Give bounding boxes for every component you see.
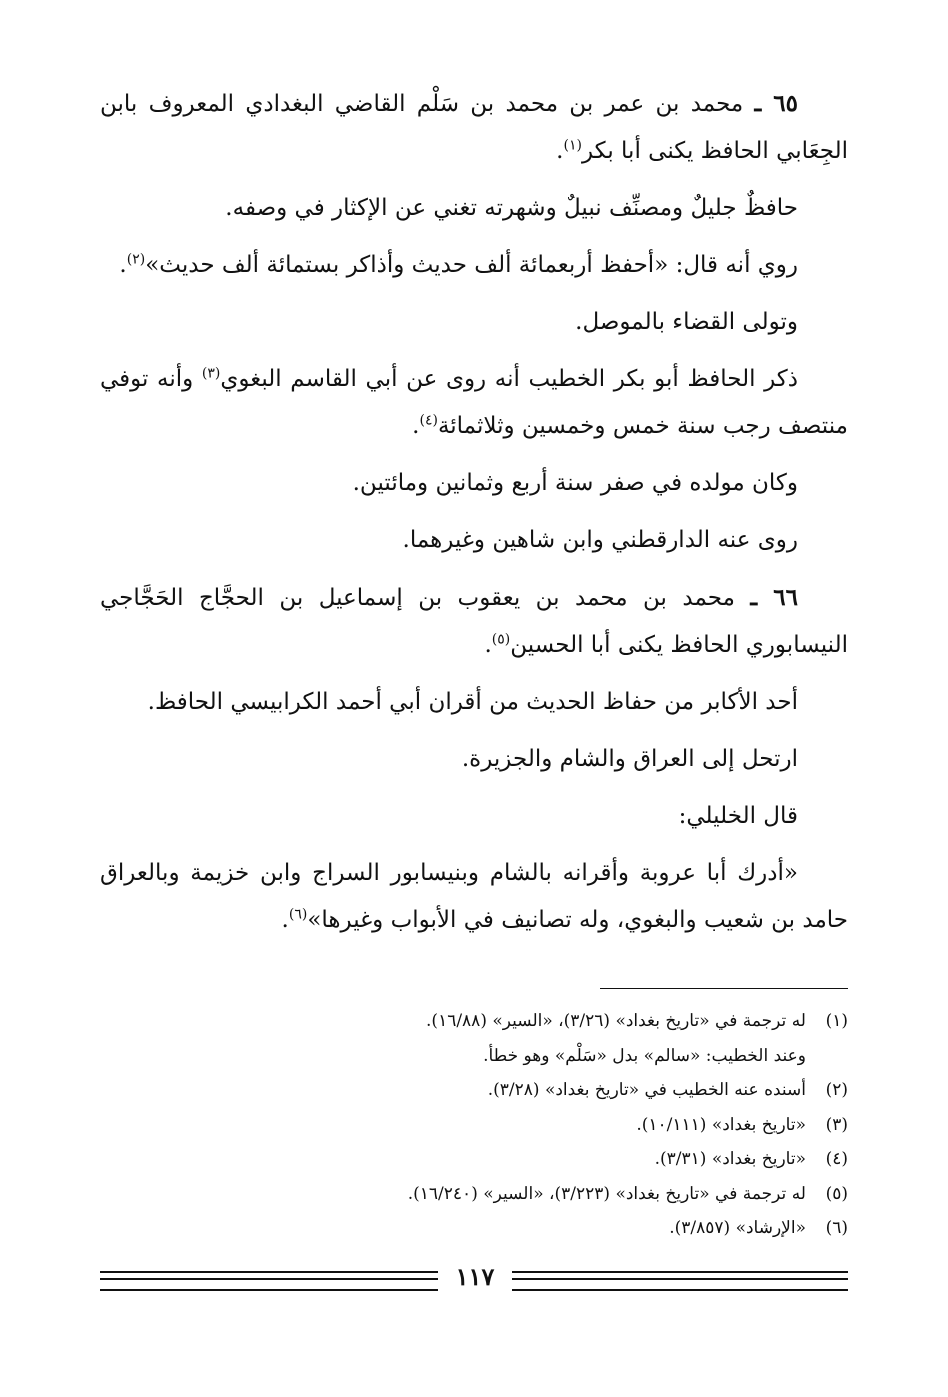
footnote-text: «تاريخ بغداد» (١٠/١١١). (636, 1114, 806, 1135)
entry-text: محمد بن محمد بن يعقوب بن إسماعيل بن الحجَّاج الحَجَّاجي النيسابوري الحافظ يكنى أبا الحسين (100, 585, 848, 658)
entry-text: محمد بن عمر بن محمد بن سَلْم القاضي البغدادي المعروف بابن الجِعَابي الحافظ يكنى أبا بكر (100, 91, 848, 164)
paragraph (100, 793, 848, 840)
page-rule-left (100, 1271, 438, 1291)
footnote-ref: (٤) (419, 412, 438, 429)
footnote-continuation: وعند الخطيب: «سالم» بدل «سَلْم» وهو خطأ. (483, 1045, 806, 1066)
footnote (100, 1177, 848, 1212)
entry-65-heading (100, 80, 848, 175)
paragraph-text: «أدرك أبا عروبة وأقرانه بالشام وبنيسابور السراج وابن خزيمة وبالعراق حامد بن شعيب والبغوي، وله تصانيف في الأبواب وغيرها» (100, 860, 848, 933)
paragraph-text: أحد الأكابر من حفاظ الحديث من أقران أبي أحمد الكرابيسي الحافظ. (147, 689, 798, 715)
paragraph-text: قال الخليلي: (678, 803, 798, 829)
paragraph-text: حافظٌ جليلٌ ومصنِّف نبيلٌ وشهرته تغني عن الإكثار في وصفه. (225, 195, 798, 221)
footnote-number: (١) (825, 1011, 848, 1031)
footnote (100, 1142, 848, 1177)
paragraph (100, 679, 848, 726)
footnote (100, 1211, 848, 1246)
punctuation: . (119, 252, 127, 278)
punctuation: . (484, 632, 492, 658)
footnote-ref: (٢) (126, 251, 146, 268)
footnote-text: أسنده عنه الخطيب في «تاريخ بغداد» (٣/٢٨). (487, 1080, 806, 1100)
main-text (100, 80, 848, 954)
punctuation: . (281, 907, 289, 933)
paragraph (100, 356, 848, 450)
paragraph-text: ارتحل إلى العراق والشام والجزيرة. (461, 746, 798, 772)
footnote (100, 1073, 848, 1108)
footnote-number: (٣) (825, 1114, 848, 1135)
paragraph-text: وتولى القضاء بالموصل. (575, 309, 798, 335)
entry-66-heading (100, 574, 848, 669)
footnote-text: له ترجمة في «تاريخ بغداد» (٣/٢٦)، «السير» (١٦/٨٨). (426, 1011, 806, 1031)
paragraph-text: روى عنه الدارقطني وابن شاهين وغيرهما. (402, 527, 798, 553)
paragraph (100, 185, 848, 232)
entry-number: ٦٦ ـ (750, 584, 798, 611)
paragraph (100, 517, 848, 564)
footnotes (100, 1004, 848, 1246)
paragraph-text: روي أنه قال: «أحفظ أربعمائة ألف حديث وأذاكر بستمائة ألف حديث» (145, 252, 798, 278)
footnote-text: له ترجمة في «تاريخ بغداد» (٣/٢٢٣)، «السير» (١٦/٢٤٠). (407, 1183, 806, 1204)
entry-number: ٦٥ ـ (754, 90, 798, 117)
paragraph-text: وأنه توفي منتصف رجب سنة خمس وخمسين وثلاثمائة (100, 366, 848, 439)
punctuation: . (412, 413, 420, 439)
page-rule-right (512, 1271, 848, 1291)
paragraph (100, 460, 848, 507)
paragraph (100, 736, 848, 783)
footnote-ref: (١) (563, 137, 582, 154)
paragraph-text: وكان مولده في صفر سنة أربع وثمانين ومائتين. (352, 470, 798, 496)
footnote-number: (٤) (825, 1149, 848, 1169)
footnote-ref: (٥) (491, 631, 511, 648)
paragraph (100, 242, 848, 289)
paragraph (100, 299, 848, 346)
footnote-number: (٢) (825, 1080, 848, 1100)
footnote-separator (600, 988, 848, 989)
footnote-text: «تاريخ بغداد» (٣/٣١). (654, 1149, 806, 1169)
footnote-ref: (٣) (201, 365, 221, 382)
quotation (100, 850, 848, 944)
footnote (100, 1004, 848, 1039)
footnote-ref: (٦) (288, 906, 308, 923)
paragraph-text: ذكر الحافظ أبو بكر الخطيب أنه روى عن أبي القاسم البغوي (220, 366, 798, 392)
footnote-number: (٥) (825, 1183, 848, 1204)
page-number: ١١٧ (455, 1262, 495, 1291)
punctuation: . (556, 138, 564, 164)
footnote-text: «الإرشاد» (٣/٨٥٧). (669, 1218, 806, 1238)
footnote-number: (٦) (825, 1218, 848, 1238)
footnote (100, 1108, 848, 1143)
